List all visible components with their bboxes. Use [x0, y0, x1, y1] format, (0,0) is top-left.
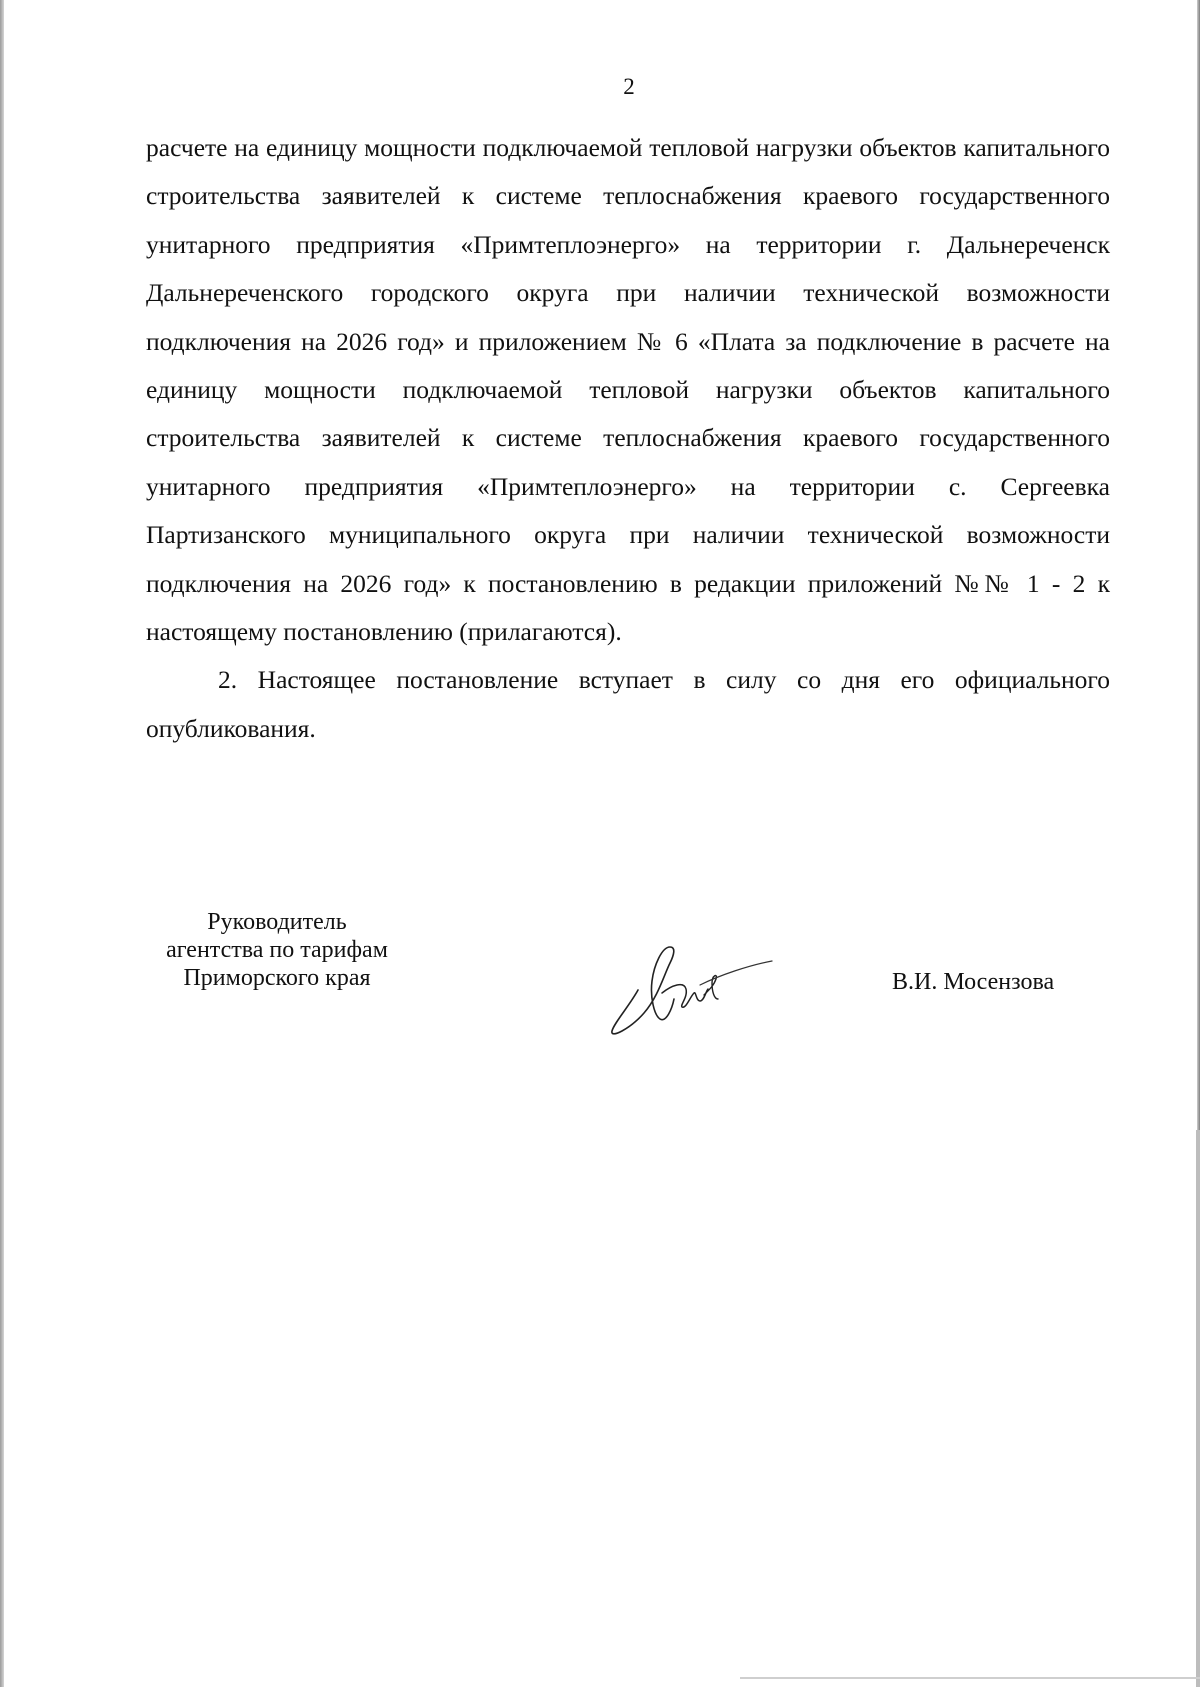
scan-edge-right-shadow	[1196, 1130, 1200, 1687]
page-number: 2	[623, 74, 635, 99]
paragraph-continuation: расчете на единицу мощности подключаемой тепловой нагрузки объектов капитального строительства заявителей к системе теплоснабжения краевого государственного унитарного предприятия «Примтеплоэнерго» на территории г. Дальнереченск Дальнереченского городского округа при наличии технической возможности подключения на 2026 год» и приложением № 6 «Плата за подключение в расчете на единицу мощности подключаемой тепловой нагрузки объектов капитального строительства заявителей к системе теплоснабжения краевого государственного унитарного предприятия «Примтеплоэнерго» на территории с. Сергеевка Партизанского муниципального округа при наличии технической возможности подключения на 2026 год» к постановлению в редакции приложений №№ 1 - 2 к настоящему постановлению (прилагаются).	[146, 133, 1110, 647]
document-body	[146, 124, 1110, 753]
handwritten-signature-icon	[600, 935, 780, 1035]
position-line: агентства по тарифам	[166, 937, 388, 963]
scan-edge-left	[0, 0, 4, 1687]
scan-edge-bottom	[740, 1677, 1200, 1679]
signer-name: В.И. Мосензова	[892, 969, 1055, 995]
position-line: Приморского края	[183, 965, 371, 991]
paragraph-effective-date: 2. Настоящее постановление вступает в силу со дня его официального опубликования.	[146, 665, 1110, 743]
position-line: Руководитель	[207, 909, 347, 935]
signatory-position	[132, 908, 422, 992]
